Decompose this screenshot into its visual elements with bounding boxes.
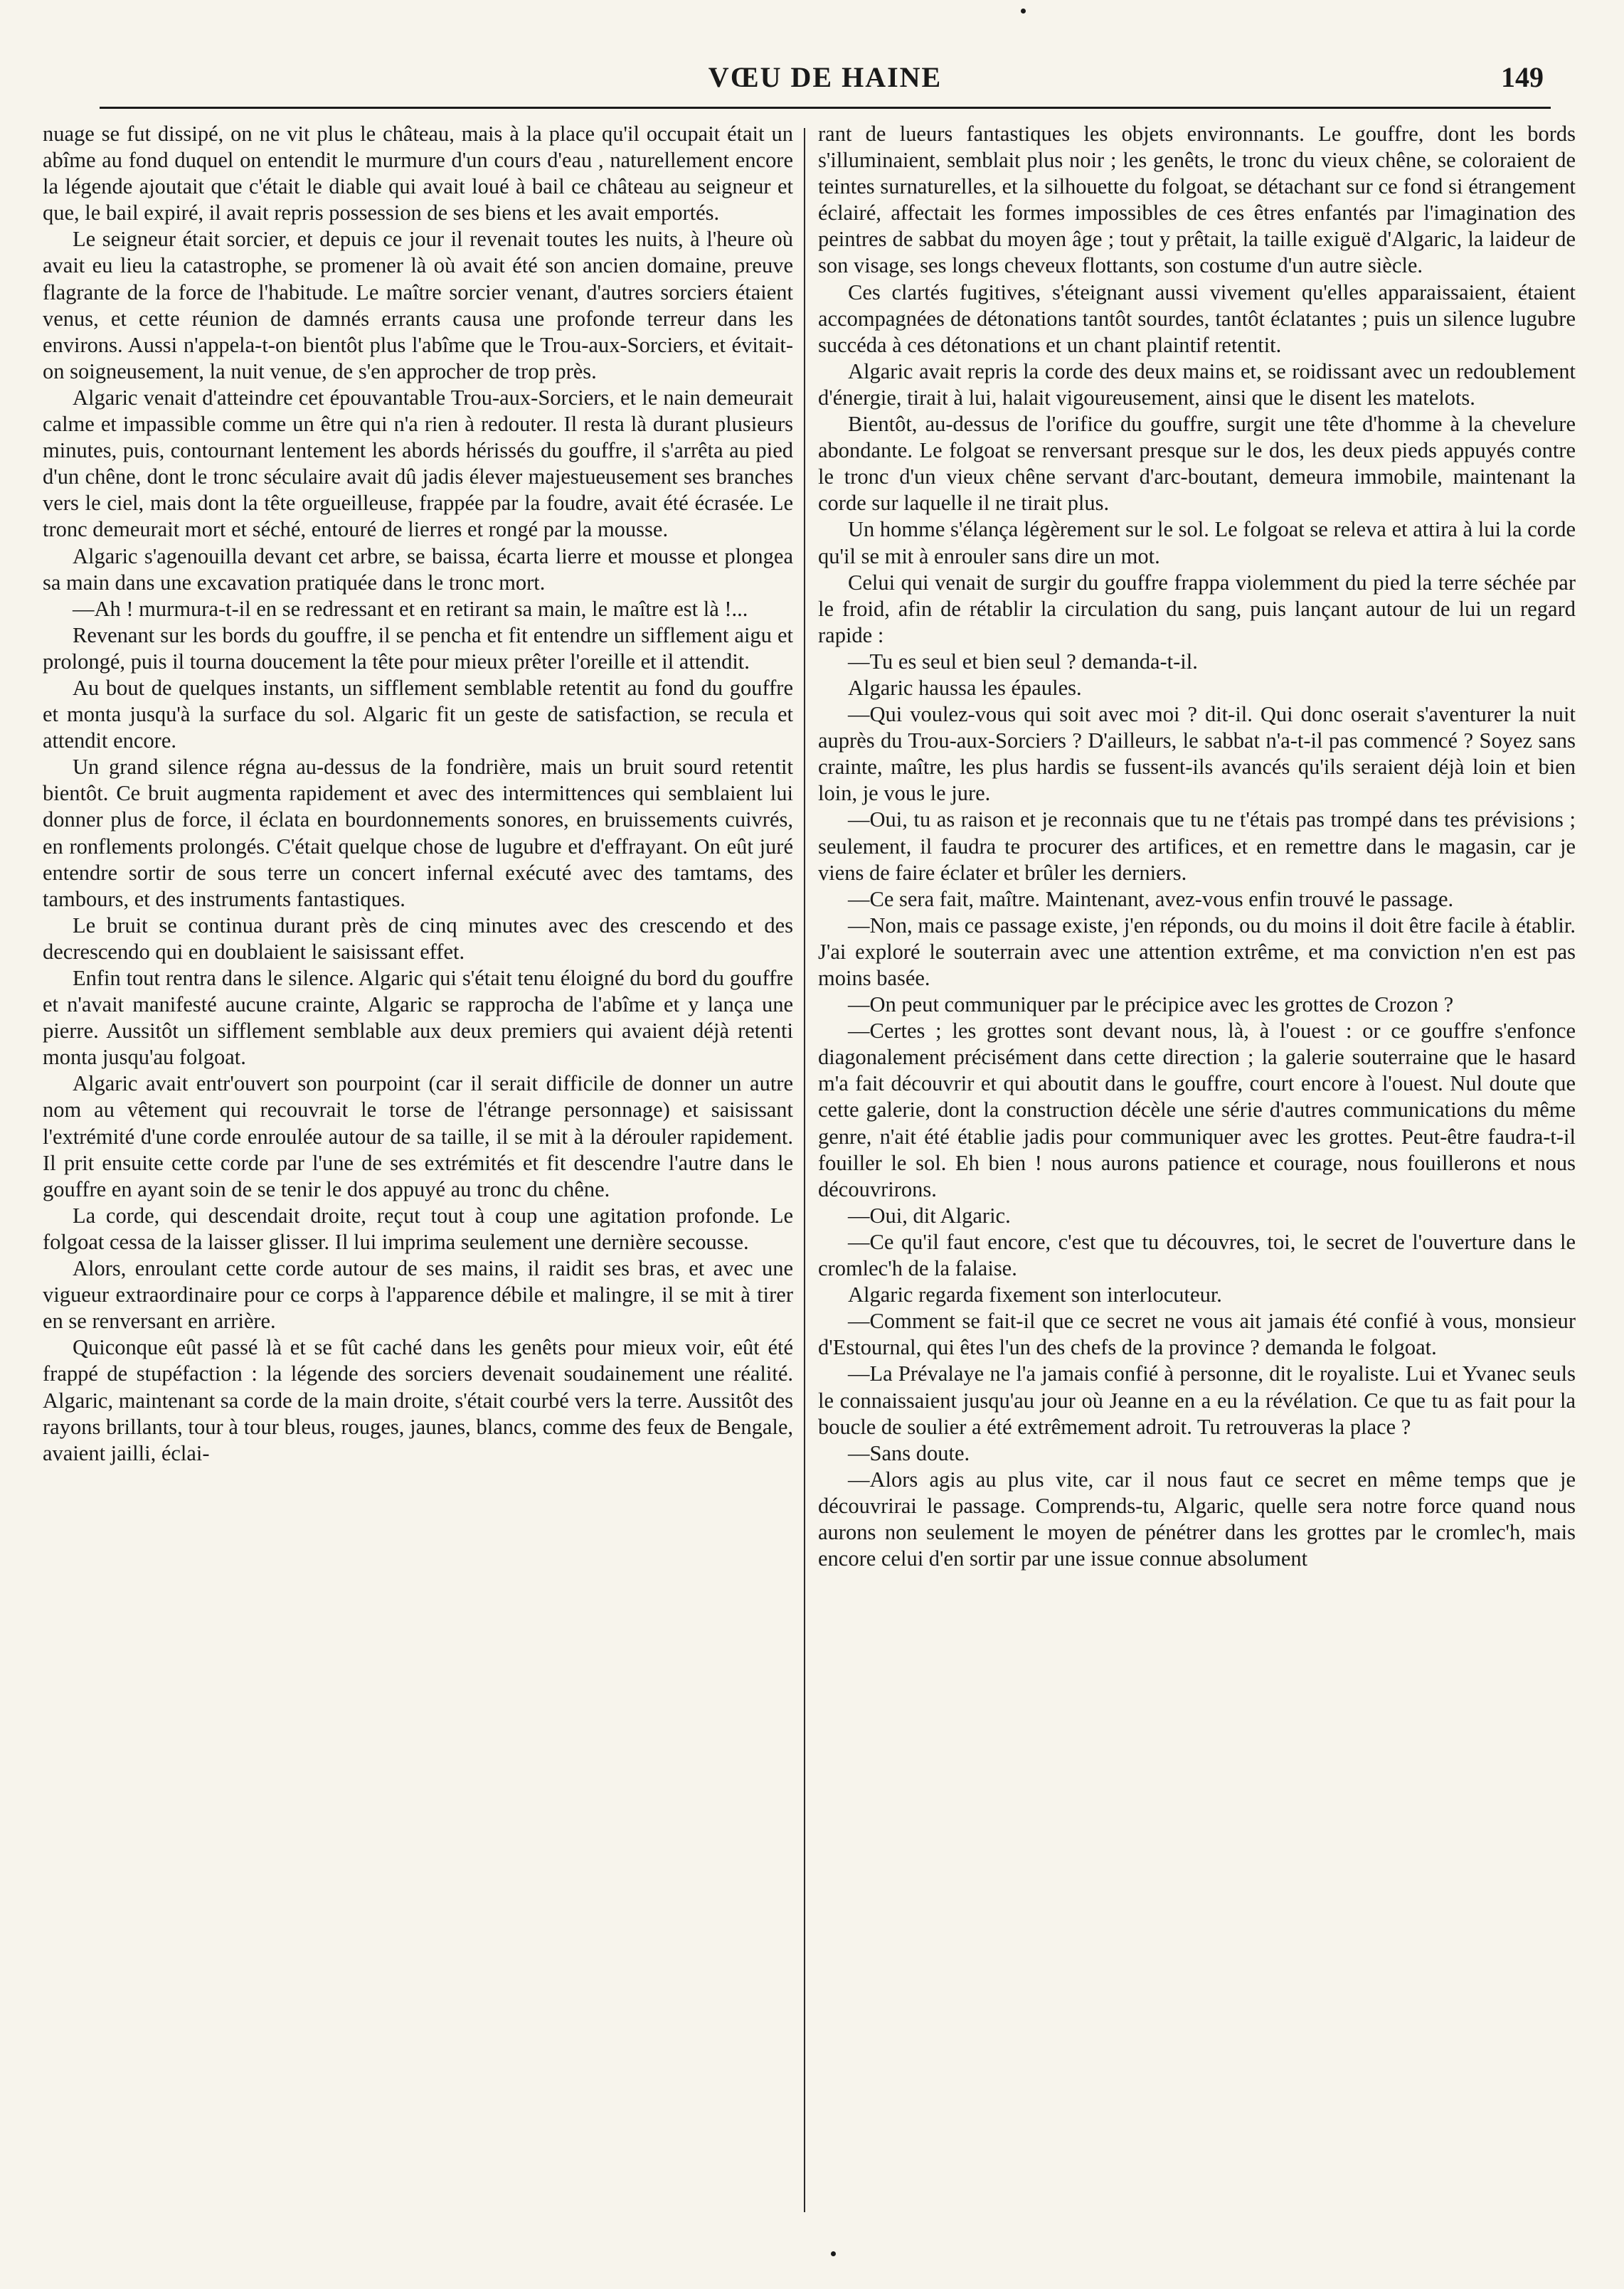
running-title: VŒU DE HAINE: [708, 61, 943, 93]
paragraph: Enfin tout rentra dans le silence. Algaric qui s'était tenu éloigné du bord du gouffre et n'avait manifesté aucune crainte, Algaric se rapprocha de l'abîme et y lança une pierre. Aussitôt un sifflement semblable aux deux premiers qui avaient déjà retenti monta jusqu'au folgoat.: [43, 966, 793, 1070]
paragraph: —La Prévalaye ne l'a jamais confié à personne, dit le royaliste. Lui et Yvanec seuls le connaissaient jusqu'au jour où Jeanne en a eu la révélation. Ce que tu as fait pour la boucle de soulier a été extrêmement adroit. Tu retrouveras la place ?: [818, 1361, 1576, 1439]
header-rule: [100, 107, 1551, 109]
paragraph: Ces clartés fugitives, s'éteignant aussi vivement qu'elles apparaissaient, étaient accompagnées de détonations tantôt sourdes, tantôt éclatantes ; puis un silence lugubre succéda à ces détonations et un chant plaintif retentit.: [818, 280, 1576, 357]
paragraph: Algaric haussa les épaules.: [848, 675, 1082, 700]
column-divider: [804, 128, 805, 2212]
paragraph: —Tu es seul et bien seul ? demanda-t-il.: [848, 649, 1198, 674]
paragraph: Le seigneur était sorcier, et depuis ce jour il revenait toutes les nuits, à l'heure où avait eu lieu la catastrophe, se promener là où avait été son ancien domaine, preuve flagrante de la force de l'habitude. Le maître sorcier venant, d'autres sorciers étaient venus, et cette réunion de damnés errants causa une profonde terreur dans les environs. Aussi n'appela-t-on bientôt plus l'abîme que le Trou-aux-Sorciers, et évitait-on soigneusement, la nuit venue, de s'en approcher de trop près.: [43, 227, 793, 383]
ink-speck: [1021, 9, 1026, 14]
paragraph: —Certes ; les grottes sont devant nous, là, à l'ouest : or ce gouffre s'enfonce diagonalement précisément dans cette direction ; la galerie souterraine que le hasard m'a fait découvrir et qui aboutit dans le gouffre, court encore à l'ouest. Nul doute que cette galerie, dont la construction décèle une série d'autres communications du même genre, n'ait été établie jadis pour communiquer avec les grottes. Peut-être faudra-t-il fouiller le sol. Eh bien ! nous aurons patience et courage, nous fouillerons et nous découvrirons.: [818, 1019, 1576, 1201]
left-column: [43, 121, 793, 2241]
paragraph: Au bout de quelques instants, un sifflement semblable retentit au fond du gouffre et monta jusqu'à la surface du sol. Algaric fit un geste de satisfaction, se recula et attendit encore.: [43, 675, 793, 753]
right-column: [818, 121, 1576, 2241]
paragraph: Quiconque eût passé là et se fût caché dans les genêts pour mieux voir, eût été frappé de stupéfaction : la légende des sorciers devenait soudainement une réalité. Algaric, maintenant sa corde de la main droite, s'était courbé vers la terre. Aussitôt des rayons brillants, tour à tour bleus, rouges, jaunes, blancs, comme des feux de Bengale, avaient jailli, éclai-: [43, 1335, 793, 1465]
paragraph: —Non, mais ce passage existe, j'en réponds, ou du moins il doit être facile à établir. J'ai exploré le souterrain avec une attention extrême, et ma conviction n'en est pas moins basée.: [818, 913, 1576, 990]
paragraph: —Oui, tu as raison et je reconnais que tu ne t'étais pas trompé dans tes prévisions ; seulement, il faudra te procurer des artifices, et en remettre dans le magasin, car je viens de faire éclater et brûler les derniers.: [818, 807, 1576, 885]
paragraph: La corde, qui descendait droite, reçut tout à coup une agitation profonde. Le folgoat cessa de la laisser glisser. Il lui imprima seulement une dernière secousse.: [43, 1203, 793, 1254]
page-number: 149: [1501, 61, 1544, 93]
paragraph: nuage se fut dissipé, on ne vit plus le château, mais à la place qu'il occupait était un abîme au fond duquel on entendit le murmure d'un cours d'eau , naturellement encore la légende ajoutait que c'était le diable qui avait loué à bail ce château au seigneur et que, le bail expiré, il avait repris possession de ses biens et les avait emportés.: [43, 122, 793, 225]
paragraph: —Qui voulez-vous qui soit avec moi ? dit-il. Qui donc oserait s'aventurer la nuit auprès du Trou-aux-Sorciers ? D'ailleurs, le sabbat n'a-t-il pas commencé ? Soyez sans crainte, maître, les plus hardis se fussent-ils avancés qu'ils seraient déjà loin et bien loin, je vous le jure.: [818, 702, 1576, 806]
ink-speck: [831, 2251, 836, 2256]
paragraph: Le bruit se continua durant près de cinq minutes avec des crescendo et des decrescendo qui en doublaient le saisissant effet.: [43, 913, 793, 964]
paragraph: —Oui, dit Algaric.: [848, 1203, 1011, 1228]
paragraph: Algaric s'agenouilla devant cet arbre, se baissa, écarta lierre et mousse et plongea sa main dans une excavation pratiquée dans le tronc mort.: [43, 543, 793, 595]
paragraph: Un homme s'élança légèrement sur le sol. Le folgoat se releva et attira à lui la corde qu'il se mit à enrouler sans dire un mot.: [818, 517, 1576, 568]
paragraph: —On peut communiquer par le précipice avec les grottes de Crozon ?: [848, 992, 1454, 1017]
paragraph: Algaric venait d'atteindre cet épouvantable Trou-aux-Sorciers, et le nain demeurait calme et impassible comme un être qui n'a rien à redouter. Il resta là durant plusieurs minutes, puis, contournant lentement les abords hérissés du gouffre, il s'arrêta au pied d'un chêne, dont le tronc séculaire avait dû jadis élever majestueusement ses branches vers le ciel, mais dont la tête orgueilleuse, frappée par la foudre, avait été écrasée. Le tronc demeurait mort et séché, entouré de lierres et rongé par la mousse.: [43, 385, 793, 542]
paragraph: —Ah ! murmura-t-il en se redressant et en retirant sa main, le maître est là !...: [73, 596, 748, 621]
paragraph: —Ce qu'il faut encore, c'est que tu découvres, toi, le secret de l'ouverture dans le cromlec'h de la falaise.: [818, 1229, 1576, 1281]
running-header: [100, 60, 1551, 110]
paragraph: Un grand silence régna au-dessus de la fondrière, mais un bruit sourd retentit bientôt. Ce bruit augmenta rapidement et avec des intermittences qui semblaient lui donner plus de force, il éclata en bourdonnements sonores, en bruissements cuivrés, en ronflements prolongés. C'était quelque chose de lugubre et d'effrayant. On eût juré entendre sortir de sous terre un concert infernal exécuté avec des tamtams, des tambours, et des instruments fantastiques.: [43, 755, 793, 911]
paragraph: —Comment se fait-il que ce secret ne vous ait jamais été confié à vous, monsieur d'Estournal, qui êtes l'un des chefs de la province ? demanda le folgoat.: [818, 1309, 1576, 1360]
paragraph: —Sans doute.: [848, 1440, 970, 1465]
paragraph: Celui qui venait de surgir du gouffre frappa violemment du pied la terre séchée par le froid, afin de rétablir la circulation du sang, puis lançant autour de lui un regard rapide :: [818, 570, 1576, 647]
paragraph: —Ce sera fait, maître. Maintenant, avez-vous enfin trouvé le passage.: [848, 886, 1454, 911]
paragraph: Algaric avait repris la corde des deux mains et, se roidissant avec un redoublement d'énergie, tirait à lui, halait vigoureusement, ainsi que le disent les matelots.: [818, 359, 1576, 410]
paragraph: Alors, enroulant cette corde autour de ses mains, il raidit ses bras, et avec une vigueur extraordinaire pour ce corps à l'apparence débile et malingre, il se mit à tirer en se renversant en arrière.: [43, 1256, 793, 1334]
paragraph: rant de lueurs fantastiques les objets environnants. Le gouffre, dont les bords s'illuminaient, semblait plus noir ; les genêts, le tronc du vieux chêne, se coloraient de teintes surnaturelles, et la silhouette du folgoat, se détachant sur ce fond si étrangement éclairé, affectait les formes impossibles de ces êtres enfantés par l'imagination des peintres de sabbat du moyen âge ; tout y prêtait, la taille exiguë d'Algaric, la laideur de son visage, ses longs cheveux flottants, son costume d'un autre siècle.: [818, 122, 1576, 278]
paragraph: Algaric regarda fixement son interlocuteur.: [848, 1282, 1222, 1307]
paragraph: —Alors agis au plus vite, car il nous faut ce secret en même temps que je découvrirai le passage. Comprends-tu, Algaric, quelle sera notre force quand nous aurons non seulement le moyen de pénétrer dans les grottes par le cromlec'h, mais encore celui d'en sortir par une issue connue absolument: [818, 1467, 1576, 1571]
paragraph: Algaric avait entr'ouvert son pourpoint (car il serait difficile de donner un autre nom au vêtement qui recouvrait le torse de l'étrange personnage) et saisissant l'extrémité d'une corde enroulée autour de sa taille, il se mit à la dérouler rapidement. Il prit ensuite cette corde par l'une de ses extrémités et fit descendre l'autre dans le gouffre en ayant soin de se tenir le dos appuyé au tronc du chêne.: [43, 1071, 793, 1201]
paragraph: Bientôt, au-dessus de l'orifice du gouffre, surgit une tête d'homme à la chevelure abondante. Le folgoat se renversant presque sur le dos, les deux pieds appuyés contre le tronc d'un vieux chêne servant d'arc-boutant, demeura immobile, maintenant la corde sur laquelle il ne tirait plus.: [818, 412, 1576, 516]
paragraph: Revenant sur les bords du gouffre, il se pencha et fit entendre un sifflement aigu et prolongé, puis il tourna doucement la tête pour mieux prêter l'oreille et il attendit.: [43, 622, 793, 674]
